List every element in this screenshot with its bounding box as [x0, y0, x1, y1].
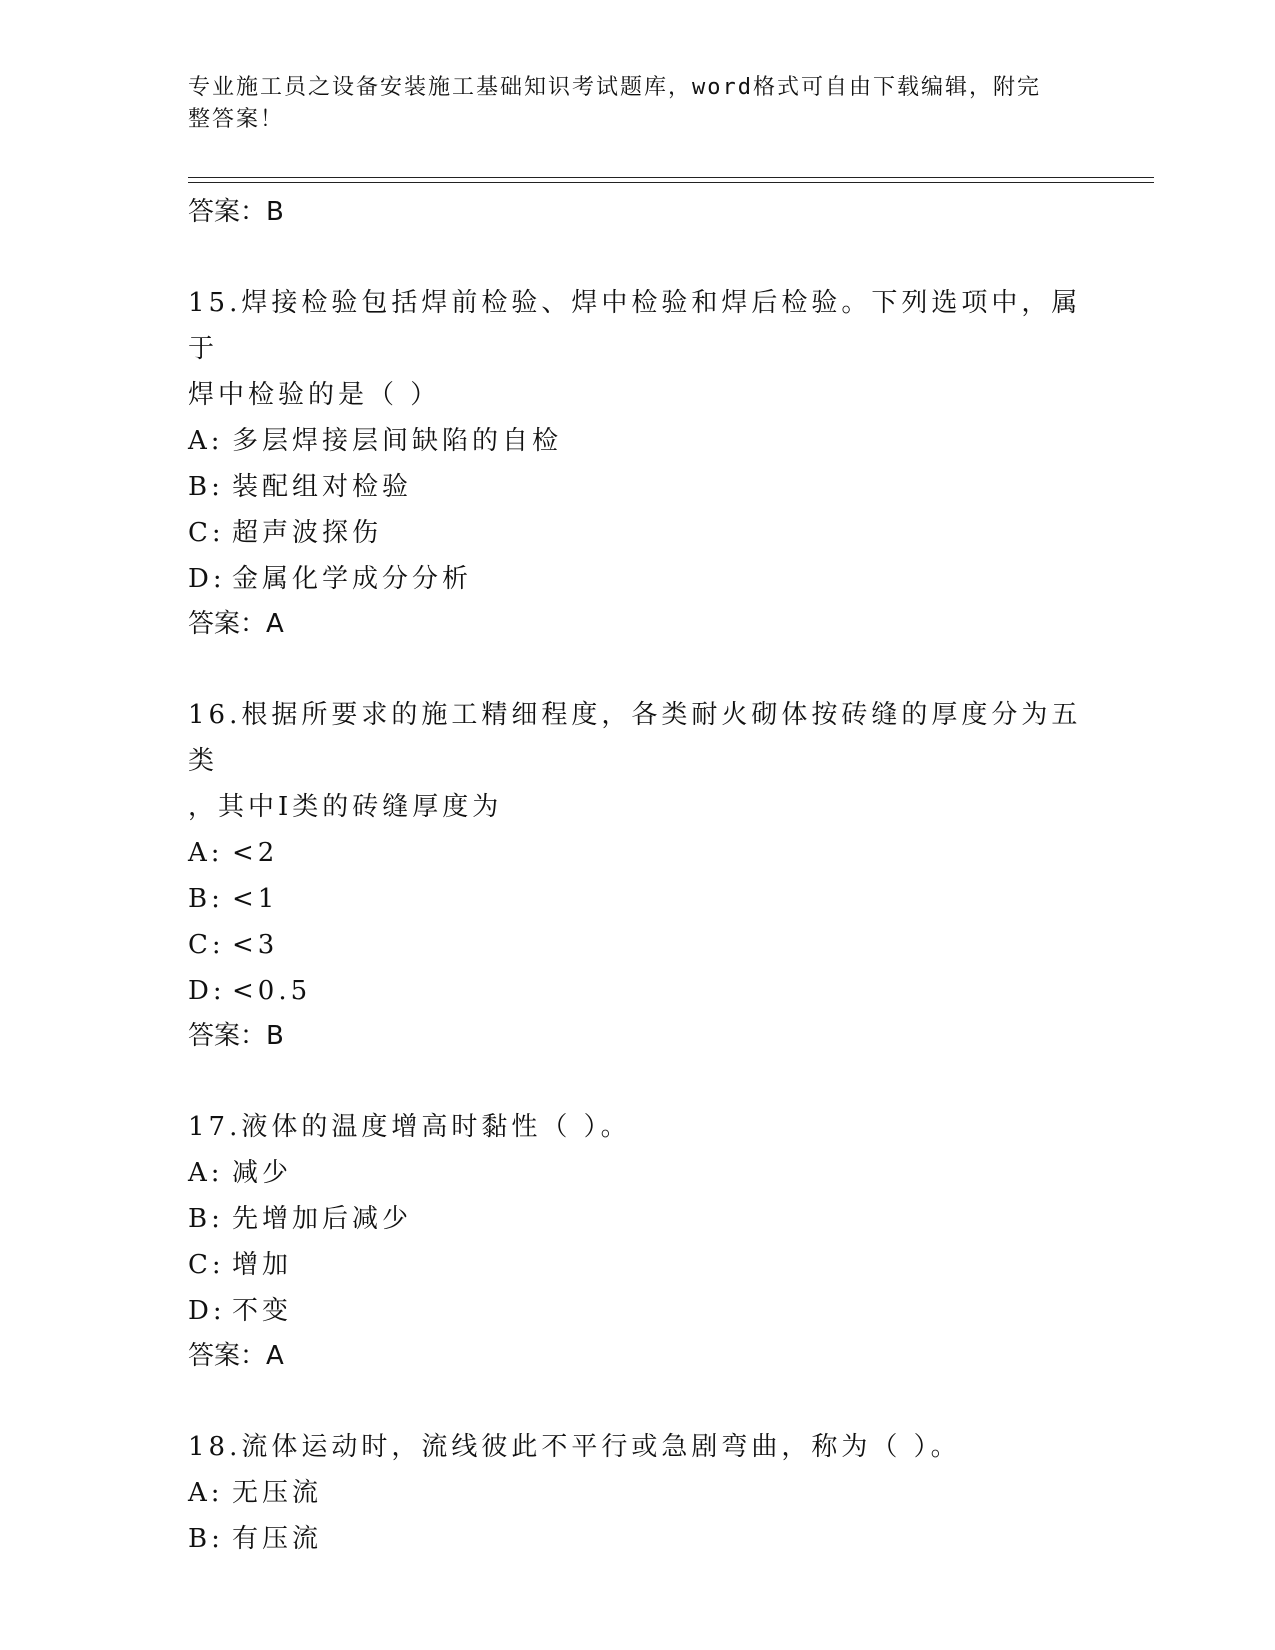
header-divider-bottom — [188, 182, 1154, 183]
question-17 — [188, 1104, 1108, 1378]
option-b — [188, 464, 1108, 510]
option-text: 减少 — [232, 1158, 293, 1188]
option-c — [188, 510, 1108, 556]
option-key: D: — [188, 1296, 226, 1326]
option-c — [188, 1242, 1108, 1288]
option-key: A: — [188, 1478, 224, 1508]
question-list — [188, 190, 1108, 1562]
answer-line: 答案：B — [188, 1021, 284, 1051]
question-15 — [188, 280, 1108, 646]
question-text-line-1: 16.根据所要求的施工精细程度，各类耐火砌体按砖缝的厚度分为五类 — [188, 700, 1082, 776]
option-key: D: — [188, 976, 226, 1006]
option-text: 无压流 — [232, 1478, 323, 1508]
option-key: C: — [188, 518, 225, 548]
option-key: C: — [188, 930, 225, 960]
option-b — [188, 1516, 1108, 1562]
option-key: B: — [188, 472, 224, 502]
option-text: 多层焊接层间缺陷的自检 — [232, 426, 563, 456]
option-key: C: — [188, 1250, 225, 1280]
option-text: 不变 — [232, 1296, 293, 1326]
question-text-line-1: 18.流体运动时，流线彼此不平行或急剧弯曲，称为（ ）。 — [188, 1432, 961, 1462]
header-text-line-2: 整答案！ — [188, 107, 285, 132]
question-16 — [188, 692, 1108, 1058]
option-a — [188, 830, 1108, 876]
option-text: <0.5 — [232, 976, 312, 1006]
option-d — [188, 1288, 1108, 1334]
page-header — [188, 72, 1068, 136]
option-key: B: — [188, 884, 224, 914]
option-text: 增加 — [232, 1250, 293, 1280]
option-text: <1 — [232, 884, 279, 914]
answer-line: 答案：B — [188, 197, 284, 227]
option-text: 先增加后减少 — [232, 1204, 413, 1234]
question-text-line-1: 17.液体的温度增高时黏性（ ）。 — [188, 1112, 631, 1142]
option-key: A: — [188, 1158, 224, 1188]
header-text-line-1: 专业施工员之设备安装施工基础知识考试题库，word格式可自由下载编辑，附完 — [188, 75, 1041, 100]
answer-line: 答案：A — [188, 609, 284, 639]
option-text: <2 — [232, 838, 279, 868]
option-text: <3 — [232, 930, 279, 960]
option-b — [188, 1196, 1108, 1242]
option-key: D: — [188, 564, 226, 594]
option-a — [188, 1470, 1108, 1516]
option-key: B: — [188, 1524, 224, 1554]
option-key: B: — [188, 1204, 224, 1234]
question-text-line-2: ，其中Ⅰ类的砖缝厚度为 — [188, 792, 503, 822]
option-text: 有压流 — [232, 1524, 323, 1554]
option-d — [188, 968, 1108, 1014]
option-a — [188, 1150, 1108, 1196]
option-text: 金属化学成分分析 — [232, 564, 473, 594]
question-text-line-1: 15.焊接检验包括焊前检验、焊中检验和焊后检验。下列选项中，属于 — [188, 288, 1082, 364]
answer-line: 答案：A — [188, 1341, 284, 1371]
option-c — [188, 922, 1108, 968]
question-text-line-2: 焊中检验的是（ ） — [188, 380, 441, 410]
option-text: 装配组对检验 — [232, 472, 413, 502]
option-b — [188, 876, 1108, 922]
question-18 — [188, 1424, 1108, 1562]
option-key: A: — [188, 426, 224, 456]
header-divider-top — [188, 177, 1154, 178]
option-a — [188, 418, 1108, 464]
option-key: A: — [188, 838, 224, 868]
option-text: 超声波探伤 — [232, 518, 383, 548]
option-d — [188, 556, 1108, 602]
